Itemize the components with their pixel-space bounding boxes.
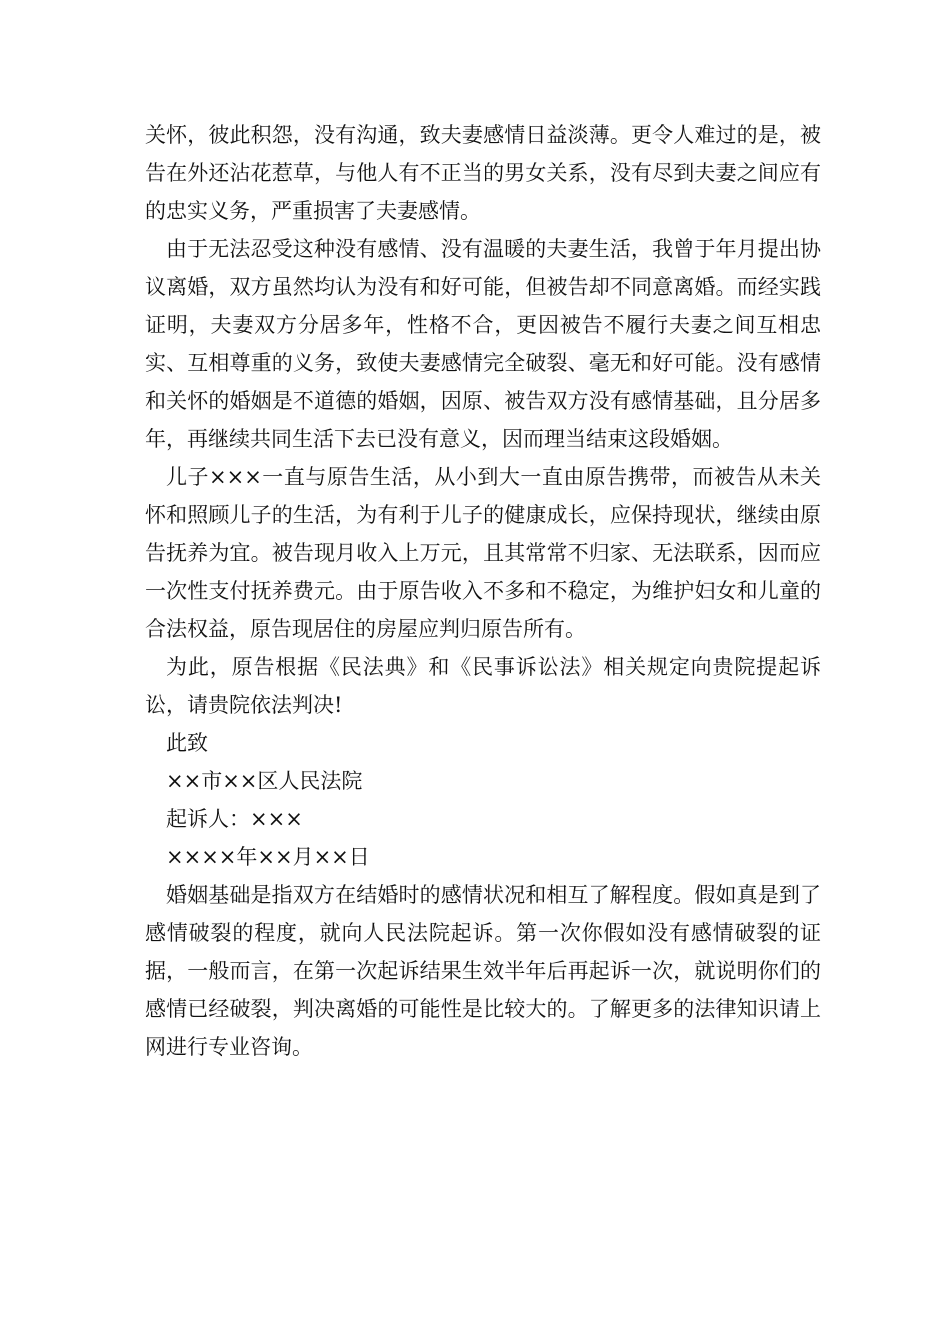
paragraph-divorce-reason: 由于无法忍受这种没有感情、没有温暖的夫妻生活，我曾于年月提出协议离婚，双方虽然均认为没有和好可能，但被告却不同意离婚。而经实践证明，夫妻双方分居多年，性格不合，更因被告不履行夫妻之间互相忠实、互相尊重的义务，致使夫妻感情完全破裂、毫无和好可能。没有感情和关怀的婚姻是不道德的婚姻，因原、被告双方没有感情基础，且分居多年，再继续共同生活下去已没有意义，因而理当结束这段婚姻。 <box>145 237 821 451</box>
document-page <box>145 116 821 1066</box>
closing-court: ××市××区人民法院 <box>166 769 363 793</box>
paragraph-custody: 儿子×××一直与原告生活，从小到大一直由原告携带，而被告从未关怀和照顾儿子的生活，为有利于儿子的健康成长，应保持现状，继续由原告抚养为宜。被告现月收入上万元，且其常常不归家、无法联系，因而应一次性支付抚养费元。由于原告收入不多和不稳定，为维护妇女和儿童的合法权益，原告现居住的房屋应判归原告所有。 <box>145 465 821 641</box>
closing-plaintiff: 起诉人：××× <box>166 807 303 831</box>
closing-date: ××××年××月××日 <box>166 845 370 869</box>
paragraph-legal-note: 婚姻基础是指双方在结婚时的感情状况和相互了解程度。假如真是到了感情破裂的程度，就向人民法院起诉。第一次你假如没有感情破裂的证据，一般而言，在第一次起诉结果生效半年后再起诉一次，就说明你们的感情已经破裂，判决离婚的可能性是比较大的。了解更多的法律知识请上网进行专业咨询。 <box>145 883 821 1059</box>
closing-salutation: 此致 <box>166 731 208 755</box>
paragraph-continuation: 关怀，彼此积怨，没有沟通，致夫妻感情日益淡薄。更令人难过的是，被告在外还沾花惹草，与他人有不正当的男女关系，没有尽到夫妻之间应有的忠实义务，严重损害了夫妻感情。 <box>145 123 821 223</box>
paragraph-petition: 为此，原告根据《民法典》和《民事诉讼法》相关规定向贵院提起诉讼，请贵院依法判决! <box>145 655 821 717</box>
